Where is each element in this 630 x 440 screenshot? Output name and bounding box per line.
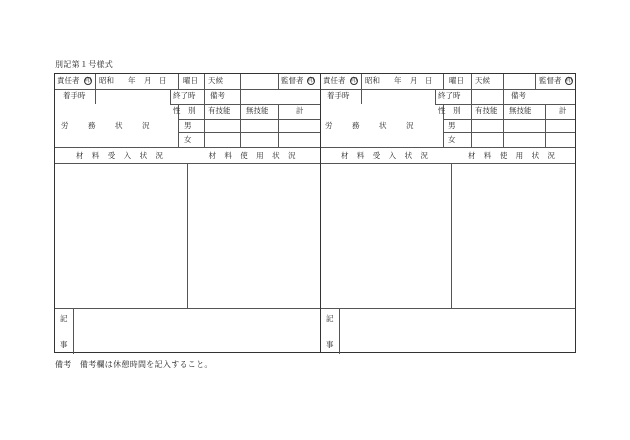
total-label: 計: [559, 106, 567, 115]
gender-label: 性 別: [438, 106, 461, 115]
month-label: 月: [144, 76, 152, 85]
labor-status-label: 労 務 状 況: [61, 121, 156, 130]
remarks-footnote: 備考 備考欄は休憩時間を記入すること。: [55, 360, 213, 369]
year-label: 年: [128, 76, 136, 85]
male-label: 男: [448, 121, 456, 130]
labor-status-label: 労 務 状 況: [325, 121, 420, 130]
remarks-label: 備考: [511, 91, 526, 100]
notes-label-top: 記: [60, 314, 68, 323]
gender-label: 性 別: [173, 106, 196, 115]
material-received-label: 材 料 受 入 状 況: [341, 151, 431, 160]
material-used-label: 材 料 使 用 状 況: [208, 151, 299, 160]
unskilled-label: 無技能: [509, 106, 532, 115]
form-caption: 別記第１号様式: [55, 60, 114, 69]
unskilled-label: 無技能: [246, 106, 269, 115]
remarks-label: 備考: [210, 91, 225, 100]
month-label: 月: [410, 76, 418, 85]
manager-label: 責任者: [57, 76, 80, 85]
end-time-label: 終了時: [173, 91, 196, 100]
material-used-label: 材 料 使 用 状 況: [468, 151, 558, 160]
era-label: 昭和: [365, 76, 380, 85]
notes-label-bottom: 事: [60, 340, 68, 349]
seal-char: 印: [85, 77, 92, 84]
panel-divider: [320, 74, 321, 352]
skilled-label: 有技能: [208, 106, 231, 115]
total-label: 計: [296, 106, 304, 115]
female-label: 女: [184, 135, 192, 144]
day-label: 日: [159, 76, 167, 85]
weather-label: 天候: [208, 76, 223, 85]
weekday-label: 曜日: [183, 76, 198, 85]
skilled-label: 有技能: [475, 106, 498, 115]
seal-char: 印: [351, 77, 358, 84]
start-time-label: 着手時: [327, 91, 350, 100]
female-label: 女: [448, 135, 456, 144]
start-time-label: 着手時: [63, 91, 86, 100]
year-label: 年: [394, 76, 402, 85]
notes-label-bottom: 事: [326, 340, 334, 349]
manager-label: 責任者: [323, 76, 346, 85]
weather-label: 天候: [475, 76, 490, 85]
male-label: 男: [184, 121, 192, 130]
era-label: 昭和: [99, 76, 114, 85]
material-received-label: 材 料 受 入 状 況: [76, 151, 166, 160]
notes-label-top: 記: [326, 314, 334, 323]
supervisor-label: 監督者: [281, 76, 304, 85]
seal-char: 印: [308, 77, 315, 84]
seal-char: 印: [566, 77, 573, 84]
end-time-label: 終了時: [438, 91, 461, 100]
daily-report-sheet: [54, 73, 576, 353]
day-label: 日: [425, 76, 433, 85]
weekday-label: 曜日: [449, 76, 464, 85]
supervisor-label: 監督者: [539, 76, 562, 85]
